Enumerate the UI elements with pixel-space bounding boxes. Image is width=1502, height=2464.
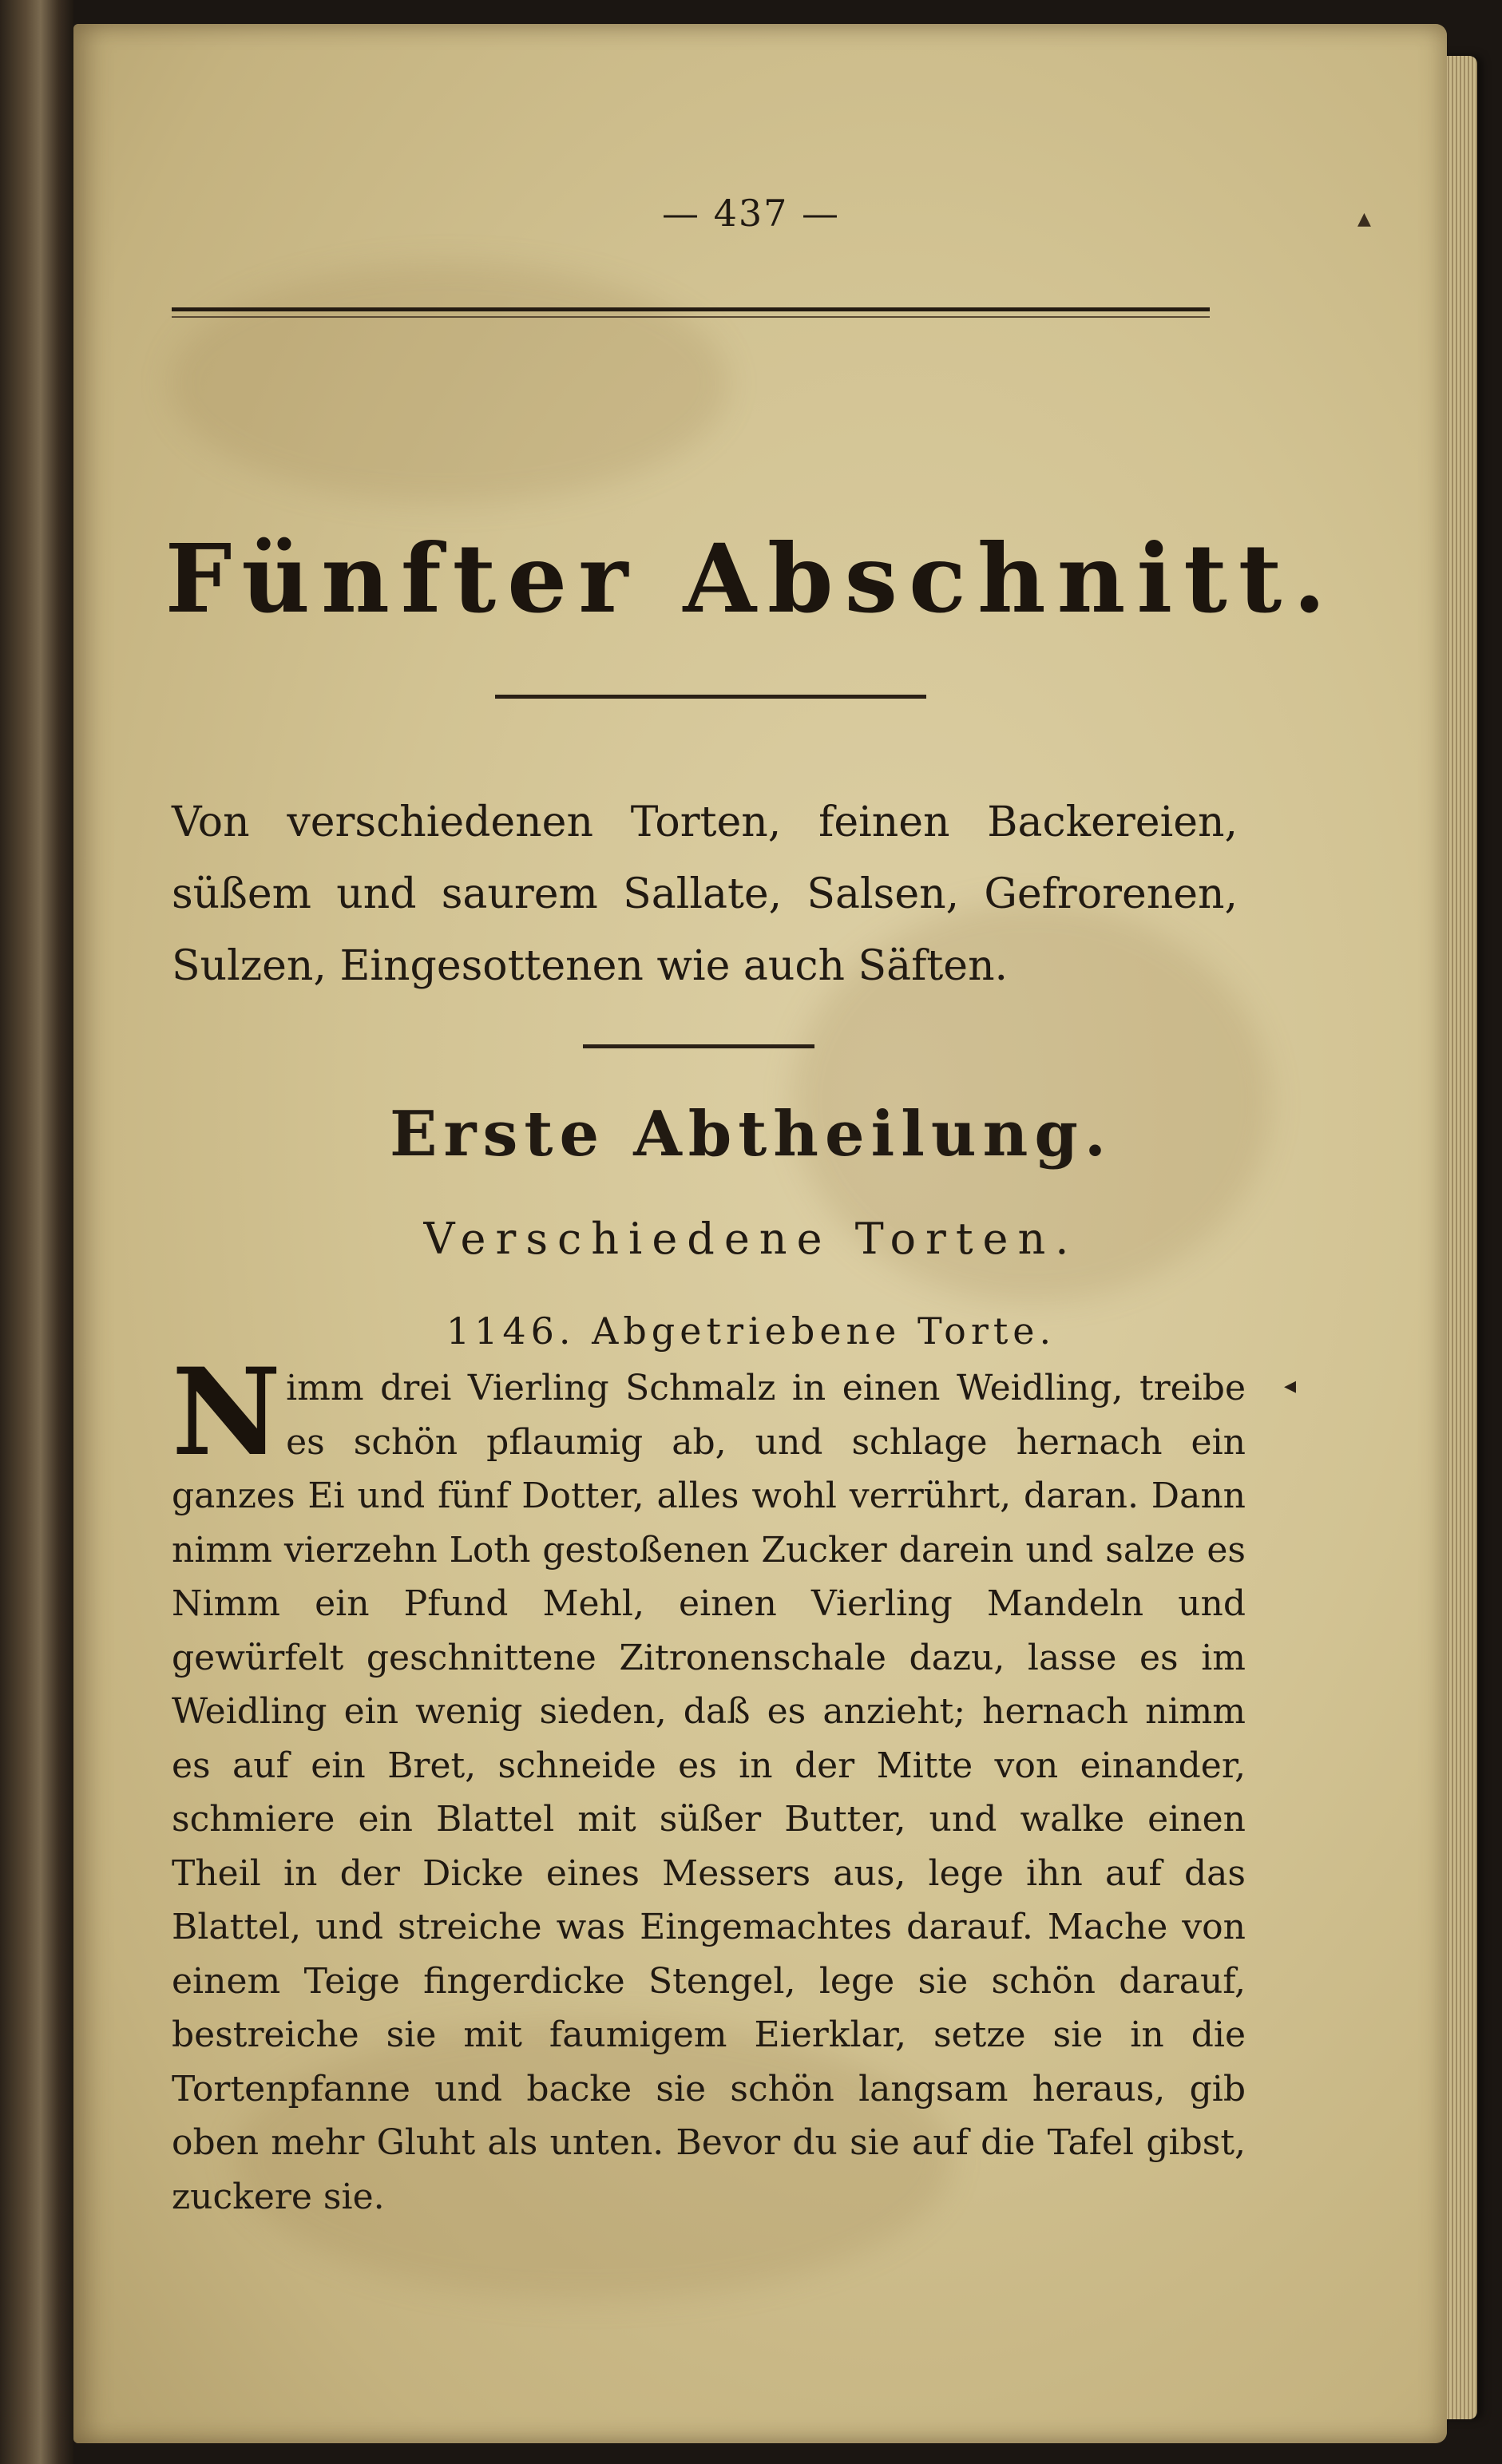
recipe-body: imm drei Vierling Schmalz in einen Weidling, treibe es schön pflaumig ab, und schlage hernach ein ganzes Ei und fünf Dotter, alles wohl verrührt, daran. Dann nimm vierzehn Loth gestoßenen Zucker darein und salze es Nimm ein Pfund Mehl, einen Vierling Mandeln und gewürfelt geschnittene Zitronenschale dazu, lasse es im Weidling ein wenig sieden, daß es anzieht; hernach nimm es auf ein Bret, schneide es in der Mitte von einander, schmiere ein Blattel mit süßer Butter, und walke einen Theil in der Dicke eines Messers aus, lege ihn auf das Blattel, und streiche was Eingemachtes darauf. Mache von einem Teige fingerdicke Stengel, lege sie schön darauf, bestreiche sie mit faumigem Eierklar, setze sie in die Tortenpfanne und backe sie schön langsam heraus, gib oben mehr Gluht als unten. Bevor du sie auf die Tafel gibst, zuckere sie. [172,1368,1246,2217]
recipe-text-block [172,1342,1246,2224]
recipe-title: 1146. Abgetriebene Torte. [446,1309,1056,1353]
header-rule [172,307,1210,311]
margin-speck: ▲ [1357,209,1371,229]
margin-mark: ◂ [1284,1373,1297,1399]
drop-cap: N [172,1342,282,1483]
paper-stain [169,263,728,503]
chapter-divider [495,695,926,699]
chapter-heading: Fünfter Abschnitt. [164,523,1338,634]
section-heading: Erste Abtheilung. [389,1098,1113,1171]
subsection-heading: Verschiedene Torten. [423,1214,1079,1264]
chapter-subtitle: Von verschiedenen Torten, feinen Backereien, süßem und saurem Sallate, Salsen, Gefrorenen, Sulzen, Eingesottenen wie auch Säften. [172,798,1238,990]
header-rule-thin [172,316,1210,318]
subtitle-divider [583,1044,814,1048]
page-number: — 437 — [661,192,841,235]
